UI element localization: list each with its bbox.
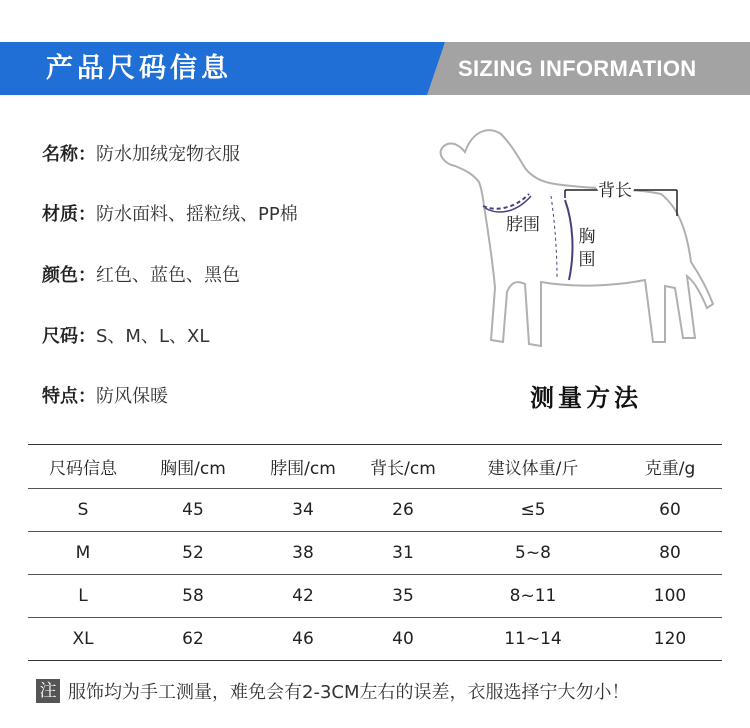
info-label: 名称： [42,144,96,165]
chest-label-1: 胸 [578,227,596,247]
table-cell: S [28,489,138,532]
table-cell: 45 [138,489,248,532]
table-header-cell: 克重/g [618,445,722,489]
table-header-cell: 胸围/cm [138,445,248,489]
table-row [28,618,722,661]
table-cell: 11~14 [448,618,618,661]
measurement-note [36,676,736,706]
table-cell: M [28,532,138,575]
chest-label-2: 围 [578,250,596,270]
note-text: 服饰均为手工测量，难免会有2-3CM左右的误差，衣服选择宁大勿小！ [68,682,630,703]
info-value: 防风保暖 [96,386,168,407]
table-cell: 5~8 [448,532,618,575]
table-header-row [28,445,722,489]
table-cell: 26 [358,489,448,532]
info-row-name [42,140,240,170]
table-cell: ≤5 [448,489,618,532]
table-cell: 100 [618,575,722,618]
table-cell: L [28,575,138,618]
table-cell: 80 [618,532,722,575]
header-title-cn: 产品尺码信息 [46,53,232,84]
table-cell: 34 [248,489,358,532]
table-row [28,489,722,532]
info-value: S、M、L、XL [96,326,210,347]
table-cell: XL [28,618,138,661]
table-cell: 60 [618,489,722,532]
table-cell: 52 [138,532,248,575]
dog-outline-icon [425,112,725,372]
table-cell: 38 [248,532,358,575]
info-row-color [42,261,240,291]
note-badge: 注 [36,679,60,703]
info-label: 尺码： [42,326,96,347]
info-label: 颜色： [42,265,96,286]
table-cell: 35 [358,575,448,618]
table-row [28,575,722,618]
table-header-cell: 脖围/cm [248,445,358,489]
table-cell: 58 [138,575,248,618]
header-title-en: SIZING INFORMATION [458,56,697,81]
size-table [28,444,722,661]
table-cell: 42 [248,575,358,618]
table-cell: 8~11 [448,575,618,618]
table-header-cell: 背长/cm [358,445,448,489]
table-cell: 40 [358,618,448,661]
table-cell: 46 [248,618,358,661]
info-row-material [42,200,298,230]
info-label: 特点： [42,386,96,407]
info-value: 防水加绒宠物衣服 [96,144,240,165]
neck-label: 脖围 [506,215,540,235]
table-header-cell: 尺码信息 [28,445,138,489]
measurement-diagram [425,112,725,372]
back-length-label: 背长 [598,181,632,201]
header-banner [0,42,750,95]
info-label: 材质： [42,204,96,225]
info-row-size [42,322,209,352]
info-value: 防水面料、摇粒绒、PP棉 [96,204,298,225]
table-cell: 31 [358,532,448,575]
table-cell: 62 [138,618,248,661]
table-row [28,532,722,575]
table-header-cell: 建议体重/斤 [448,445,618,489]
info-row-feature [42,382,168,412]
info-value: 红色、蓝色、黑色 [96,265,240,286]
table-cell: 120 [618,618,722,661]
measurement-method-title: 测量方法 [530,384,642,412]
